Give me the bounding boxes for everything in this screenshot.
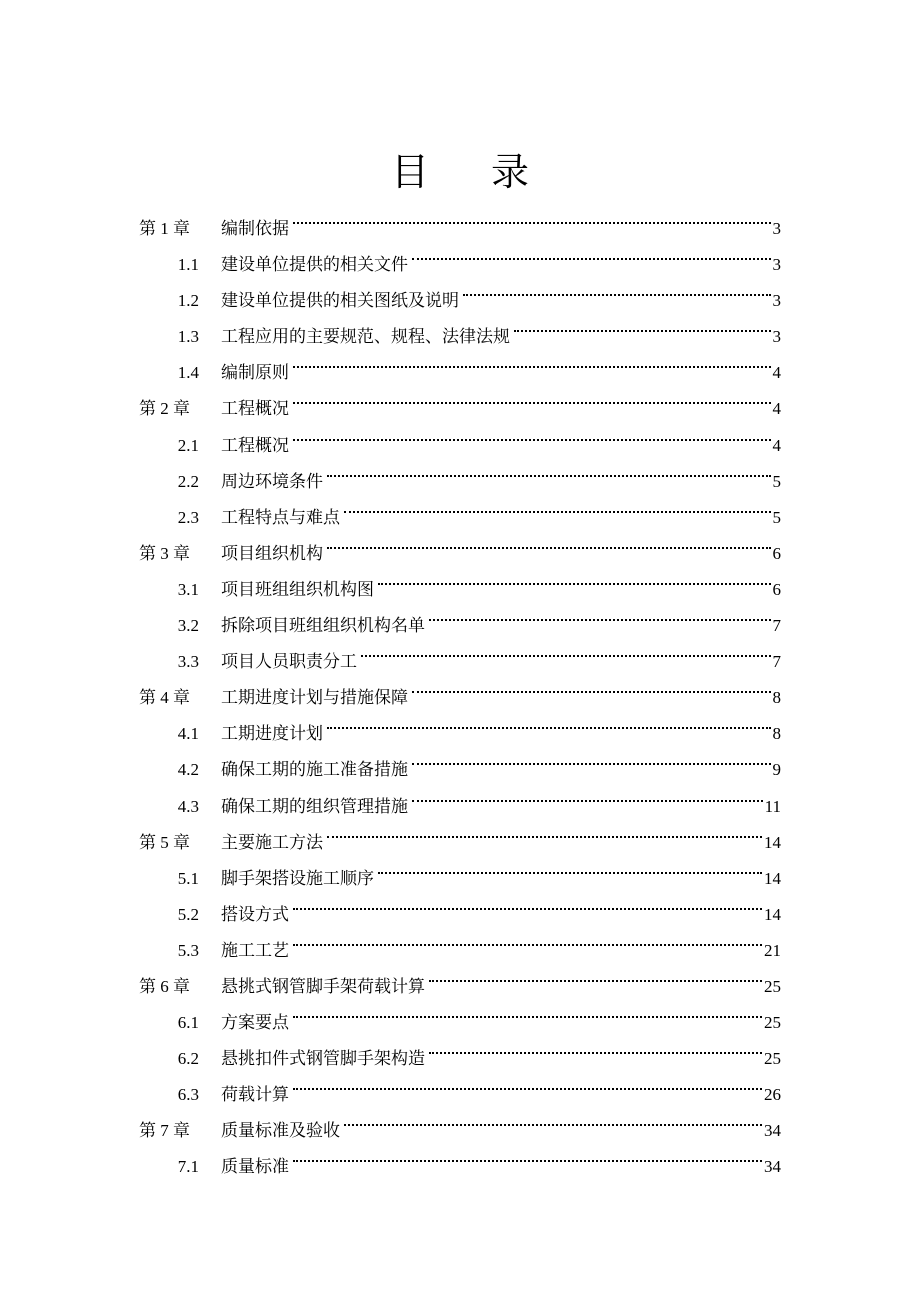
toc-entry-number <box>139 933 221 969</box>
toc-entry-number: 第 5 章 <box>139 832 190 852</box>
toc-entry-label: 项目组织机构 <box>221 543 323 564</box>
toc-entry-number: 第 7 章 <box>139 1121 190 1141</box>
toc-dot-leader <box>291 415 773 451</box>
toc-dot-leader <box>410 776 765 812</box>
toc-entry-number-text: 5.2 <box>177 904 199 924</box>
toc-entry-page-number: 4 <box>772 399 781 419</box>
toc-entry-number-text: 4.3 <box>177 796 199 816</box>
toc-entry-number <box>139 608 221 644</box>
toc-entry-page-number: 3 <box>772 327 781 347</box>
toc-entry-number <box>139 247 221 283</box>
toc-entry-number <box>139 1077 221 1113</box>
toc-entry-page-number: 3 <box>772 255 781 275</box>
toc-entry-number-text: 3.1 <box>177 579 199 599</box>
toc-entry-label: 脚手架搭设施工顺序 <box>221 868 374 889</box>
toc-entry-number: 第 3 章 <box>139 543 190 563</box>
toc-entry-number-text: 3.2 <box>177 616 199 636</box>
toc-dot-leader <box>291 884 764 920</box>
toc-entry-page-number: 4 <box>772 435 781 455</box>
toc-title-part1: 目 <box>390 150 429 194</box>
toc-dot-leader <box>410 667 773 703</box>
toc-entry-number-text: 1.2 <box>177 291 199 311</box>
toc-entry-number <box>139 428 221 464</box>
toc-entry-label: 工程应用的主要规范、规程、法律法规 <box>221 327 510 348</box>
toc-entry-number <box>139 789 221 825</box>
toc-entry-number: 第 1 章 <box>139 219 190 238</box>
toc-dot-leader <box>291 198 773 234</box>
toc-entry-label: 项目班组组织机构图 <box>221 579 374 600</box>
toc-dot-leader <box>427 1028 764 1064</box>
toc-entry-page-number: 14 <box>764 832 781 852</box>
toc-entry-page-number: 8 <box>772 724 781 744</box>
toc-dot-leader <box>461 270 773 306</box>
toc-entry-number-text: 3.3 <box>177 652 199 672</box>
toc-entry-number <box>139 752 221 788</box>
toc-entry-page-number: 34 <box>764 1157 781 1177</box>
toc-entry-label: 悬挑式钢管脚手架荷载计算 <box>221 976 425 997</box>
toc-entry-page-number: 25 <box>764 1049 781 1069</box>
toc-entry-label: 质量标准及验收 <box>221 1121 340 1142</box>
toc-entry-number: 第 4 章 <box>139 688 190 708</box>
toc-entry-number <box>139 1149 221 1185</box>
toc-entry-label: 拆除项目班组组织机构名单 <box>221 616 425 637</box>
toc-entry-page-number: 21 <box>764 940 781 960</box>
toc-entry-number <box>139 1005 221 1041</box>
toc-dot-leader <box>512 306 773 342</box>
toc-entry-label: 施工工艺 <box>221 940 289 961</box>
toc-dot-leader <box>427 595 773 631</box>
toc-dot-leader <box>291 342 773 378</box>
toc-entry-number <box>139 644 221 680</box>
toc-dot-leader <box>291 1064 764 1100</box>
toc-entry-page-number: 3 <box>772 219 781 238</box>
toc-entry-page-number: 7 <box>772 652 781 672</box>
toc-entry-number <box>139 319 221 355</box>
toc-entry-label: 主要施工方法 <box>221 832 323 853</box>
toc-entry-label: 周边环境条件 <box>221 471 323 492</box>
toc-entry-number <box>139 464 221 500</box>
toc-entry-page-number: 8 <box>772 688 781 708</box>
toc-entry-number-text: 2.2 <box>177 471 199 491</box>
toc-entry-label: 搭设方式 <box>221 904 289 925</box>
toc-entry-label: 工程概况 <box>221 399 289 420</box>
toc-entry-number <box>139 283 221 319</box>
toc-entry-number: 第 6 章 <box>139 976 190 996</box>
toc-entry-label: 项目人员职责分工 <box>221 652 357 673</box>
toc-entry-page-number: 7 <box>772 616 781 636</box>
toc-entry-page-number: 25 <box>764 1013 781 1033</box>
toc-entry-label: 方案要点 <box>221 1013 289 1034</box>
toc-entry-page-number: 3 <box>772 291 781 311</box>
toc-entry-number-text: 1.1 <box>177 255 199 275</box>
toc-entry-label: 工期进度计划 <box>221 724 323 745</box>
toc-entry-label: 编制依据 <box>221 219 289 239</box>
toc-entry-page-number: 5 <box>772 471 781 491</box>
toc-dot-leader <box>376 559 773 595</box>
toc-entry-number-text: 6.3 <box>177 1085 199 1105</box>
toc-entry-number <box>139 1041 221 1077</box>
toc-entry-number <box>139 716 221 752</box>
toc-entry-label: 质量标准 <box>221 1157 289 1178</box>
toc-title <box>0 146 920 198</box>
toc-dot-leader <box>325 812 764 848</box>
toc-entry-page-number: 34 <box>764 1121 781 1141</box>
toc-entry-label: 工期进度计划与措施保障 <box>221 688 408 709</box>
toc-entry-number-text: 6.2 <box>177 1049 199 1069</box>
toc-entry-number-text: 2.1 <box>177 435 199 455</box>
toc-entry-page-number: 11 <box>764 796 781 816</box>
toc-entry-number-text: 4.2 <box>177 760 199 780</box>
toc-dot-leader <box>410 234 773 270</box>
toc-dot-leader <box>325 523 773 559</box>
toc-entry-page-number: 4 <box>772 363 781 383</box>
toc-entry-number-text: 2.3 <box>177 507 199 527</box>
toc-entry-label: 确保工期的组织管理措施 <box>221 796 408 817</box>
toc-entry-page-number: 6 <box>772 543 781 563</box>
toc-entry-label: 确保工期的施工准备措施 <box>221 760 408 781</box>
toc-entry-page-number: 14 <box>764 904 781 924</box>
toc-entry-page-number: 6 <box>772 579 781 599</box>
toc-entry-page-number: 14 <box>764 868 781 888</box>
toc-dot-leader <box>325 703 773 739</box>
toc-entry-number-text: 1.3 <box>177 327 199 347</box>
toc-entry-label: 工程概况 <box>221 435 289 456</box>
toc-entry-number-text: 6.1 <box>177 1013 199 1033</box>
toc-dot-leader <box>427 956 764 992</box>
toc-entry-number-text: 1.4 <box>177 363 199 383</box>
toc-chapter-entry[interactable] <box>139 198 781 239</box>
toc-entry-number-text: 4.1 <box>177 724 199 744</box>
toc-entry-number-text: 5.1 <box>177 868 199 888</box>
toc-entry-label: 编制原则 <box>221 363 289 384</box>
toc-entry-page-number: 25 <box>764 976 781 996</box>
toc-title-part2: 录 <box>491 150 530 194</box>
toc-dot-leader <box>325 451 773 487</box>
toc-dot-leader <box>359 631 773 667</box>
toc-entry-number <box>139 572 221 608</box>
toc-entry-page-number: 26 <box>764 1085 781 1105</box>
toc-dot-leader <box>376 848 764 884</box>
toc-list <box>139 198 781 1178</box>
toc-entry-number <box>139 355 221 391</box>
toc-dot-leader <box>291 920 764 956</box>
toc-dot-leader <box>291 992 764 1028</box>
toc-entry-number <box>139 500 221 536</box>
toc-entry-page-number: 9 <box>772 760 781 780</box>
toc-dot-leader <box>410 739 773 775</box>
toc-entry-number-text: 5.3 <box>177 940 199 960</box>
toc-dot-leader <box>342 487 773 523</box>
toc-entry-label: 建设单位提供的相关文件 <box>221 255 408 276</box>
toc-entry-number <box>139 897 221 933</box>
toc-entry-label: 悬挑扣件式钢管脚手架构造 <box>221 1049 425 1070</box>
toc-dot-leader <box>342 1100 764 1136</box>
toc-dot-leader <box>291 378 773 414</box>
toc-entry-label: 建设单位提供的相关图纸及说明 <box>221 291 459 312</box>
toc-entry-number: 第 2 章 <box>139 399 190 419</box>
toc-entry-label: 荷载计算 <box>221 1085 289 1106</box>
toc-entry-number-text: 7.1 <box>177 1157 199 1177</box>
toc-entry-number <box>139 861 221 897</box>
toc-dot-leader <box>291 1136 764 1172</box>
toc-entry-page-number: 5 <box>772 507 781 527</box>
toc-entry-label: 工程特点与难点 <box>221 507 340 528</box>
